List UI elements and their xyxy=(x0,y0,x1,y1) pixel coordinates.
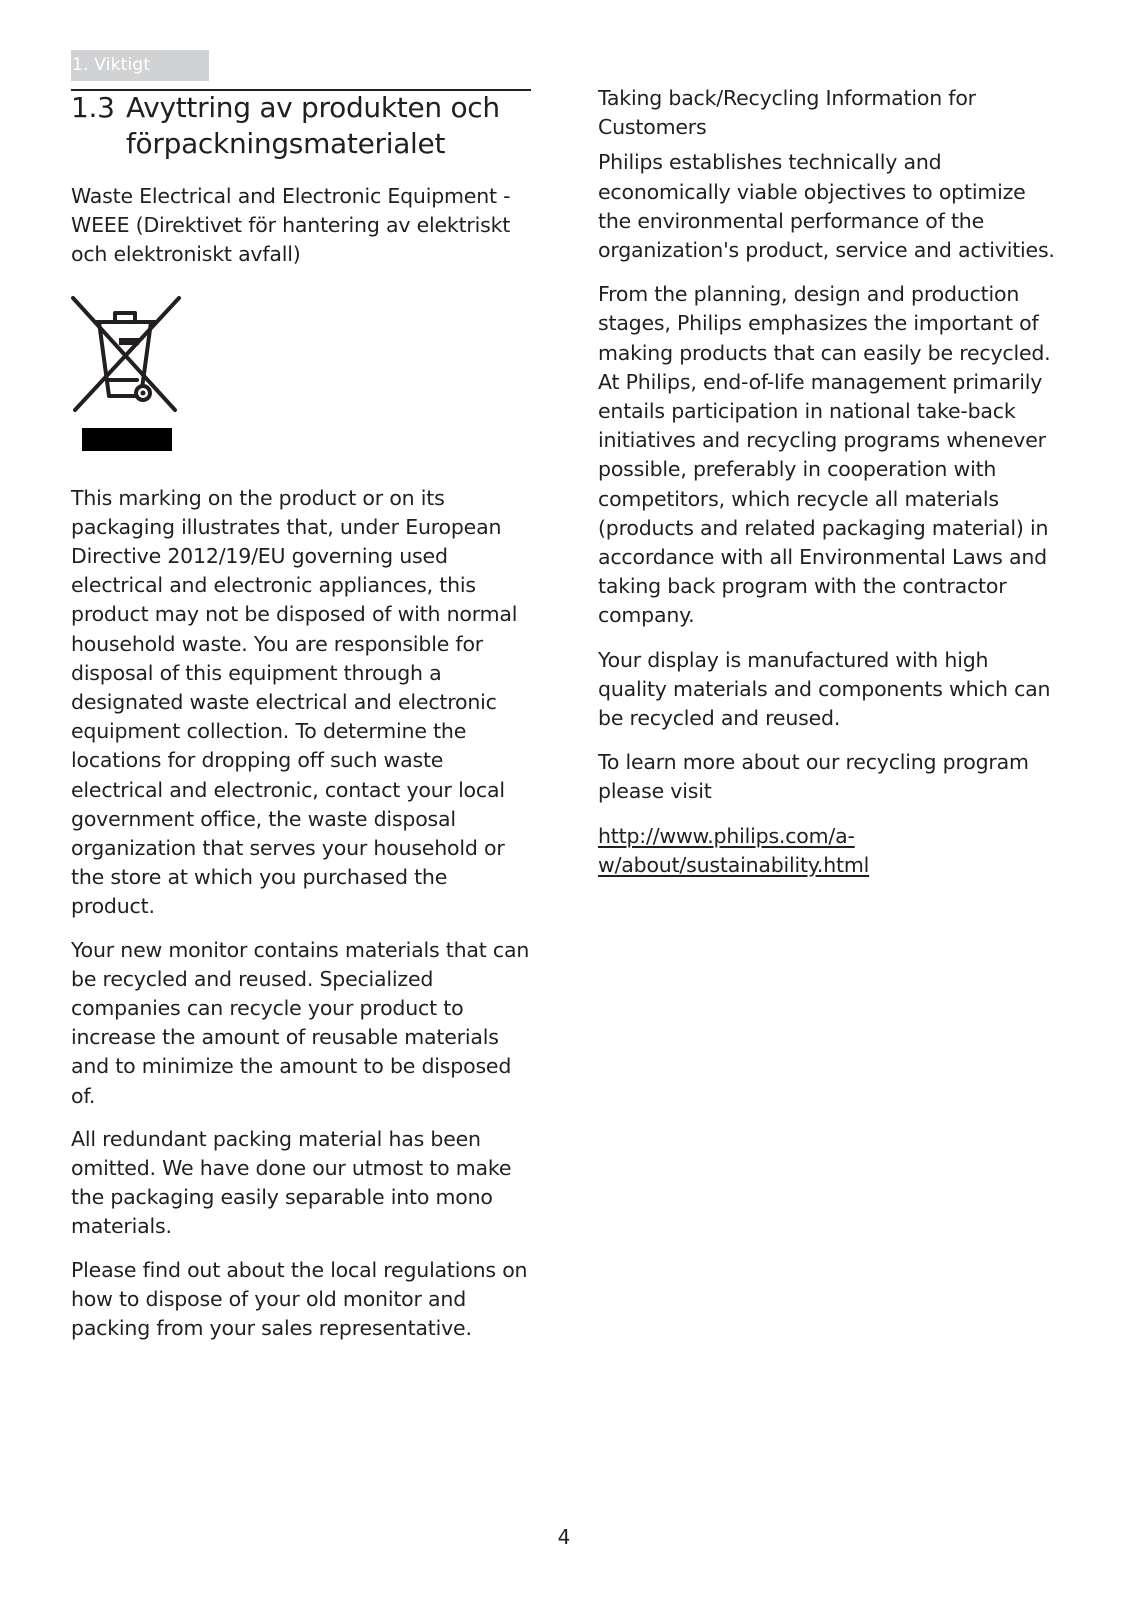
paragraph: Philips establishes technically and economically viable objectives to optimize the environmental performance of the organization's product, service and activities. xyxy=(598,150,1055,263)
page-number: 4 xyxy=(557,1525,571,1549)
paragraph: All redundant packing material has been omitted. We have done our utmost to make the packaging easily separable into mono materials. xyxy=(71,1126,512,1239)
paragraph: Your new monitor contains materials that can be recycled and reused. Specialized companies can recycle your product to increase the amount of reusable materials and to minimize the amount to be disposed of. xyxy=(71,937,530,1108)
section-title: Avyttring av produkten och förpackningsmaterialet xyxy=(126,91,500,160)
left-column xyxy=(71,90,533,1357)
section-number: 1.3 xyxy=(71,91,115,124)
paragraph: Please find out about the local regulations on how to dispose of your old monitor and packing from your sales representative. xyxy=(71,1257,528,1341)
link-paragraph xyxy=(598,822,1060,880)
right-column xyxy=(598,84,1060,894)
paragraph: Your display is manufactured with high quality materials and components which can be recycled and reused. xyxy=(598,647,1051,731)
paragraph: To learn more about our recycling program please visit xyxy=(598,750,1029,804)
section-heading xyxy=(71,90,533,162)
paragraph: From the planning, design and production stages, Philips emphasizes the important of making products that can easily be recycled. At Philips, end-of-life management primarily entails participation in national take-back initiatives and recycling programs whenever possible, preferably in cooperation with competitors, which recycle all materials (products and related packaging material) in accordance with all Environmental Laws and taking back program with the contractor company. xyxy=(598,282,1051,628)
weee-date-bar xyxy=(82,428,172,451)
paragraph: This marking on the product or on its packaging illustrates that, under European Directive 2012/19/EU governing used electrical and electronic appliances, this product may not be disposed of with normal household waste. You are responsible for disposal of this equipment through a designated waste electrical and electronic equipment collection. To determine the locations for dropping off such waste electrical and electronic, contact your local government office, the waste disposal organization that serves your household or the store at which you purchased the product. xyxy=(71,485,518,919)
chapter-tab: 1. Viktigt xyxy=(71,50,209,81)
crossed-out-wheelie-bin-icon xyxy=(71,296,183,416)
weee-title: Waste Electrical and Electronic Equipment - WEEE (Direktivet för hantering av elektriskt och elektroniskt avfall) xyxy=(71,184,511,267)
sustainability-link[interactable]: http://www.philips.com/a-w/about/sustainability.html xyxy=(598,823,870,877)
recycling-info-title: Taking back/Recycling Information for Customers xyxy=(598,86,976,140)
